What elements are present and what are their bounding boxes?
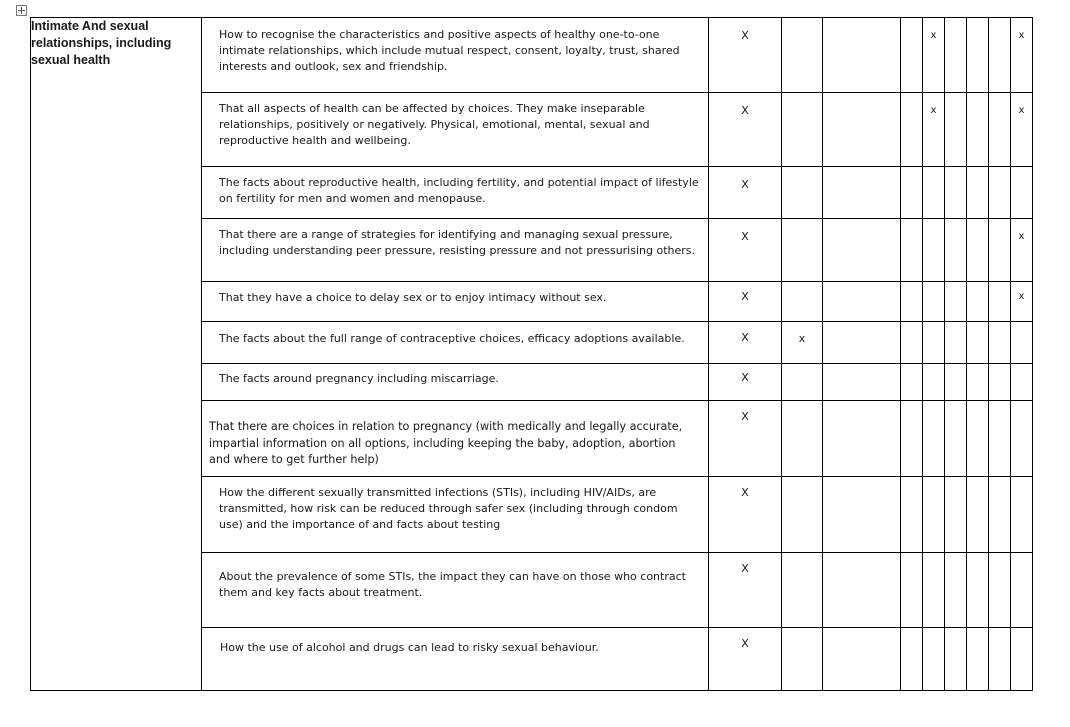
mark-cell xyxy=(709,18,782,93)
mark-text xyxy=(823,401,900,412)
mark-cell xyxy=(923,282,945,322)
mark-cell xyxy=(1011,364,1033,401)
mark-cell xyxy=(782,18,823,93)
mark-cell xyxy=(709,477,782,553)
mark-cell xyxy=(923,628,945,691)
mark-text xyxy=(1011,364,1032,376)
mark-text xyxy=(823,322,900,331)
description-text: The facts around pregnancy including miscarriage. xyxy=(219,372,499,385)
mark-text xyxy=(1011,401,1032,413)
mark-text xyxy=(782,282,822,290)
mark-cell xyxy=(823,364,901,401)
mark-cell xyxy=(945,628,967,691)
mark-text: X xyxy=(741,637,749,650)
mark-text: x xyxy=(930,105,937,116)
mark-text: X xyxy=(741,178,749,191)
mark-text xyxy=(989,93,1010,105)
mark-cell xyxy=(989,18,1011,93)
table-row xyxy=(31,18,1033,93)
mark-cell xyxy=(782,282,823,322)
topic-cell: Intimate And sexual relationships, including sexual health xyxy=(31,18,202,691)
mark-cell xyxy=(901,282,923,322)
mark-cell xyxy=(923,364,945,401)
mark-cell xyxy=(1011,167,1033,219)
mark-cell xyxy=(823,477,901,553)
mark-cell xyxy=(901,364,923,401)
mark-text xyxy=(967,628,988,640)
mark-text xyxy=(1011,553,1032,565)
mark-cell xyxy=(945,282,967,322)
mark-cell xyxy=(923,18,945,93)
mark-text xyxy=(923,322,944,334)
description-cell xyxy=(202,219,709,282)
mark-cell xyxy=(967,477,989,553)
mark-cell xyxy=(989,364,1011,401)
mark-cell xyxy=(945,322,967,364)
mark-cell xyxy=(901,93,923,167)
mark-text xyxy=(923,282,944,291)
mark-text: X xyxy=(741,230,749,243)
mark-cell xyxy=(923,219,945,282)
mark-text: x xyxy=(1018,231,1025,242)
mark-text xyxy=(823,167,900,178)
table-move-handle-icon[interactable] xyxy=(16,5,27,16)
mark-cell xyxy=(823,628,901,691)
description-cell xyxy=(202,18,709,93)
mark-cell xyxy=(945,219,967,282)
mark-cell xyxy=(989,553,1011,628)
mark-cell xyxy=(1011,282,1033,322)
mark-text: X xyxy=(741,331,749,344)
mark-text xyxy=(923,401,944,413)
mark-text xyxy=(989,322,1010,334)
mark-cell xyxy=(901,553,923,628)
mark-text xyxy=(923,219,944,231)
mark-cell xyxy=(945,401,967,477)
description-cell xyxy=(202,322,709,364)
mark-text xyxy=(967,93,988,105)
mark-text xyxy=(989,628,1010,640)
mark-text xyxy=(967,477,988,489)
mark-cell xyxy=(923,401,945,477)
mark-text xyxy=(967,167,988,179)
mark-cell xyxy=(901,322,923,364)
mark-text xyxy=(823,364,900,371)
mark-text xyxy=(823,628,900,639)
mark-text xyxy=(967,553,988,565)
mark-text xyxy=(945,477,966,489)
description-text: About the prevalence of some STIs, the impact they can have on those who contract them and key facts about treatment. xyxy=(219,570,686,599)
mark-text xyxy=(967,219,988,231)
mark-text xyxy=(901,282,922,291)
mark-text xyxy=(823,18,900,29)
mark-text xyxy=(782,364,822,371)
mark-text: X xyxy=(741,371,749,384)
mark-text xyxy=(989,477,1010,489)
mark-text xyxy=(823,282,900,290)
mark-cell xyxy=(709,553,782,628)
mark-cell xyxy=(967,553,989,628)
mark-text xyxy=(1011,477,1032,489)
mark-text xyxy=(823,477,900,488)
mark-cell xyxy=(923,553,945,628)
mark-text xyxy=(782,167,822,178)
description-cell xyxy=(202,628,709,691)
mark-cell xyxy=(782,553,823,628)
mark-cell xyxy=(823,18,901,93)
mark-text xyxy=(989,219,1010,231)
mark-text xyxy=(782,553,822,564)
mark-cell xyxy=(901,219,923,282)
mark-text xyxy=(901,219,922,231)
curriculum-table xyxy=(30,17,1033,691)
mark-text xyxy=(923,628,944,640)
mark-cell xyxy=(1011,553,1033,628)
mark-cell xyxy=(782,322,823,364)
mark-cell xyxy=(709,401,782,477)
mark-cell xyxy=(967,219,989,282)
mark-cell xyxy=(923,477,945,553)
mark-text xyxy=(989,282,1010,291)
mark-text xyxy=(901,628,922,640)
mark-cell xyxy=(709,93,782,167)
description-text: How to recognise the characteristics and positive aspects of healthy one-to-one intimate relationships, which include mutual respect, consent, loyalty, trust, shared interests and outlook, sex and friendship. xyxy=(219,28,680,73)
mark-cell xyxy=(989,628,1011,691)
mark-text xyxy=(967,401,988,413)
mark-text xyxy=(989,364,1010,376)
mark-cell xyxy=(823,219,901,282)
mark-text: x xyxy=(1018,291,1025,302)
mark-text xyxy=(901,322,922,334)
mark-cell xyxy=(967,18,989,93)
mark-text xyxy=(989,401,1010,413)
mark-cell xyxy=(709,364,782,401)
mark-text xyxy=(967,18,988,30)
mark-text: x xyxy=(1018,30,1025,41)
mark-cell xyxy=(945,93,967,167)
mark-cell xyxy=(923,167,945,219)
mark-cell xyxy=(967,167,989,219)
mark-cell xyxy=(709,628,782,691)
mark-text xyxy=(901,18,922,30)
mark-text: X xyxy=(741,290,749,303)
mark-cell xyxy=(989,401,1011,477)
mark-cell xyxy=(782,219,823,282)
mark-cell xyxy=(1011,93,1033,167)
mark-cell xyxy=(989,219,1011,282)
mark-text xyxy=(782,628,822,639)
description-text: The facts about reproductive health, including fertility, and potential impact of lifestyle on fertility for men and women and menopause. xyxy=(219,176,699,205)
mark-cell xyxy=(782,401,823,477)
mark-text xyxy=(901,167,922,179)
mark-text: X xyxy=(741,486,749,499)
mark-cell xyxy=(923,93,945,167)
mark-text xyxy=(989,18,1010,30)
mark-text: x xyxy=(1018,105,1025,116)
description-text: How the use of alcohol and drugs can lead to risky sexual behaviour. xyxy=(220,641,599,654)
mark-cell xyxy=(989,477,1011,553)
mark-text xyxy=(1011,167,1032,179)
mark-text xyxy=(923,167,944,179)
mark-text xyxy=(967,364,988,376)
mark-text xyxy=(923,364,944,376)
description-cell xyxy=(202,553,709,628)
mark-cell xyxy=(901,18,923,93)
mark-text xyxy=(901,477,922,489)
mark-cell xyxy=(782,628,823,691)
mark-text xyxy=(945,93,966,105)
mark-cell xyxy=(709,282,782,322)
mark-text xyxy=(967,322,988,334)
mark-cell xyxy=(923,322,945,364)
mark-text xyxy=(782,219,822,230)
mark-cell xyxy=(989,282,1011,322)
description-cell xyxy=(202,364,709,401)
mark-text: X xyxy=(741,410,749,423)
mark-cell xyxy=(823,167,901,219)
mark-cell xyxy=(1011,628,1033,691)
description-text: That there are choices in relation to pregnancy (with medically and legally accurate, impartial information on all options, including keeping the baby, adoption, abortion and where to get further help) xyxy=(209,420,683,466)
mark-text xyxy=(945,553,966,565)
mark-cell xyxy=(945,364,967,401)
mark-cell xyxy=(1011,322,1033,364)
mark-text xyxy=(923,477,944,489)
mark-cell xyxy=(967,93,989,167)
mark-text: x xyxy=(798,332,806,345)
mark-cell xyxy=(823,93,901,167)
mark-cell xyxy=(945,18,967,93)
description-cell xyxy=(202,401,709,477)
mark-text xyxy=(945,401,966,413)
mark-cell xyxy=(1011,219,1033,282)
mark-text xyxy=(923,553,944,565)
mark-cell xyxy=(989,167,1011,219)
mark-cell xyxy=(823,553,901,628)
mark-text: X xyxy=(741,104,749,117)
description-text: That all aspects of health can be affected by choices. They make inseparable relationships, positively or negatively. Physical, emotional, mental, sexual and reproductive health and wellbeing. xyxy=(219,102,650,147)
mark-cell xyxy=(1011,18,1033,93)
mark-cell xyxy=(967,282,989,322)
mark-text xyxy=(945,18,966,30)
mark-text xyxy=(945,219,966,231)
description-text: How the different sexually transmitted infections (STIs), including HIV/AIDs, are transmitted, how risk can be reduced through safer sex (including through condom use) and the importance of and facts about testing xyxy=(219,486,678,531)
description-text: That they have a choice to delay sex or to enjoy intimacy without sex. xyxy=(219,291,607,304)
mark-cell xyxy=(989,93,1011,167)
description-cell xyxy=(202,93,709,167)
mark-cell xyxy=(709,167,782,219)
mark-cell xyxy=(782,477,823,553)
description-cell xyxy=(202,167,709,219)
mark-text xyxy=(823,93,900,104)
mark-cell xyxy=(901,628,923,691)
mark-text xyxy=(945,322,966,334)
mark-text xyxy=(945,167,966,179)
mark-text xyxy=(782,18,822,29)
mark-cell xyxy=(901,167,923,219)
mark-text xyxy=(945,364,966,376)
mark-cell xyxy=(945,167,967,219)
mark-text: x xyxy=(930,30,937,41)
mark-cell xyxy=(823,322,901,364)
mark-text xyxy=(967,282,988,291)
description-cell xyxy=(202,477,709,553)
mark-text xyxy=(901,93,922,105)
mark-text xyxy=(901,364,922,376)
mark-cell xyxy=(823,401,901,477)
mark-text xyxy=(945,628,966,640)
mark-cell xyxy=(967,401,989,477)
mark-cell xyxy=(901,401,923,477)
mark-cell xyxy=(823,282,901,322)
mark-text xyxy=(989,553,1010,565)
mark-text xyxy=(823,219,900,230)
mark-cell xyxy=(945,477,967,553)
mark-text xyxy=(823,553,900,564)
mark-text xyxy=(782,401,822,412)
mark-text xyxy=(782,93,822,104)
mark-text xyxy=(1011,628,1032,640)
mark-text xyxy=(782,477,822,488)
mark-cell xyxy=(901,477,923,553)
mark-cell xyxy=(709,322,782,364)
mark-cell xyxy=(782,364,823,401)
mark-cell xyxy=(782,167,823,219)
mark-text xyxy=(901,553,922,565)
mark-cell xyxy=(1011,477,1033,553)
description-text: The facts about the full range of contraceptive choices, efficacy adoptions available. xyxy=(219,332,685,345)
mark-text: X xyxy=(741,562,749,575)
mark-cell xyxy=(709,219,782,282)
description-cell xyxy=(202,282,709,322)
mark-text xyxy=(945,282,966,291)
mark-text xyxy=(989,167,1010,179)
description-text: That there are a range of strategies for identifying and managing sexual pressure, including understanding peer pressure, resisting pressure and not pressurising others. xyxy=(219,228,696,257)
mark-cell xyxy=(1011,401,1033,477)
mark-cell xyxy=(967,322,989,364)
mark-cell xyxy=(989,322,1011,364)
mark-text: X xyxy=(741,29,749,42)
mark-cell xyxy=(782,93,823,167)
mark-cell xyxy=(967,364,989,401)
mark-text xyxy=(1011,322,1032,334)
mark-cell xyxy=(967,628,989,691)
mark-text xyxy=(901,401,922,413)
mark-cell xyxy=(945,553,967,628)
